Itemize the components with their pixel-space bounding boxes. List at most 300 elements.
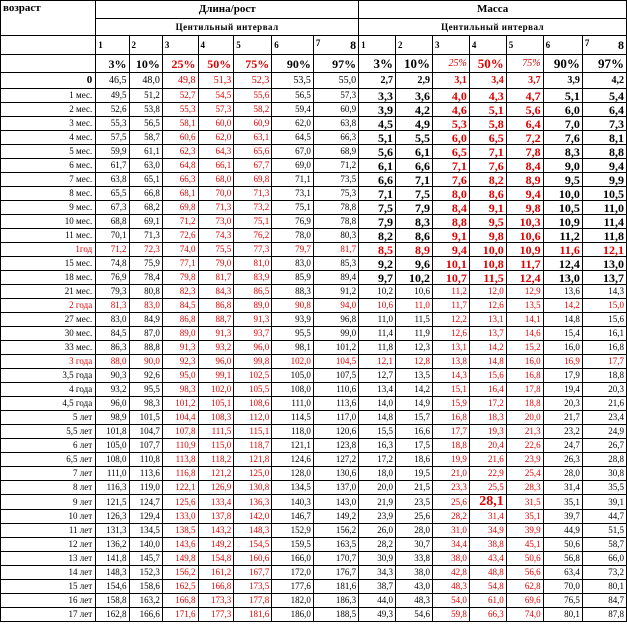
table-row (1, 383, 627, 397)
column-number-cell (162, 36, 198, 55)
mass-cell: 18,8 (432, 439, 469, 453)
mass-cell: 16,6 (396, 425, 433, 439)
length-cell: 111,5 (198, 425, 234, 439)
mass-cell: 11,0 (582, 201, 626, 215)
length-cell: 66,3 (162, 173, 198, 187)
age-cell: 3,5 года (1, 369, 96, 383)
mass-cell: 70,0 (543, 580, 582, 594)
column-number: 6 (545, 39, 551, 50)
length-cell: 91,3 (162, 341, 198, 355)
length-cell: 52,3 (234, 73, 272, 89)
table-row (1, 411, 627, 425)
table-row (1, 131, 627, 145)
length-cell: 82,3 (162, 285, 198, 299)
length-cell: 104,4 (162, 411, 198, 425)
age-cell: 7 лет (1, 467, 96, 481)
mass-cell: 54,8 (469, 580, 506, 594)
mass-cell: 10,6 (506, 229, 543, 243)
mass-cell: 23,9 (359, 510, 396, 524)
length-cell: 55,3 (96, 117, 129, 131)
mass-cell: 8,0 (432, 187, 469, 201)
mass-cell: 14,2 (469, 341, 506, 355)
length-cell: 181,6 (313, 580, 358, 594)
mass-cell: 20,0 (506, 411, 543, 425)
percentile-75-header: 75% (506, 55, 543, 73)
mass-cell: 17,7 (432, 425, 469, 439)
length-cell: 117,0 (313, 411, 358, 425)
percentile-10-header: 10% (396, 55, 433, 73)
percentile-90-header: 90% (272, 55, 314, 73)
mass-cell: 10,7 (432, 271, 469, 285)
length-cell: 78,8 (313, 215, 358, 229)
mass-header: Масса (359, 1, 627, 19)
length-cell: 91,3 (198, 327, 234, 341)
length-cell: 119,0 (129, 481, 162, 495)
mass-cell: 14,8 (543, 313, 582, 327)
length-cell: 166,8 (198, 580, 234, 594)
mass-cell: 4,5 (359, 117, 396, 131)
length-cell: 81,3 (96, 299, 129, 313)
age-cell: 15 мес. (1, 257, 96, 271)
length-cell: 75,5 (198, 243, 234, 257)
mass-cell: 2,7 (359, 73, 396, 89)
length-cell: 131,3 (96, 524, 129, 538)
length-cell: 122,1 (162, 481, 198, 495)
length-cell: 108,0 (272, 383, 314, 397)
length-cell: 149,2 (313, 510, 358, 524)
length-cell: 102,0 (198, 383, 234, 397)
mass-cell: 25,4 (506, 467, 543, 481)
mass-cell: 10,5 (582, 187, 626, 201)
column-number: 8 (350, 37, 357, 52)
length-cell: 67,0 (272, 145, 314, 159)
age-cell: 17 лет (1, 608, 96, 622)
mass-cell: 14,9 (396, 397, 433, 411)
column-number-row (1, 36, 627, 55)
length-cell: 143,2 (198, 524, 234, 538)
mass-cell: 50,6 (543, 538, 582, 552)
length-cell: 75,1 (234, 215, 272, 229)
length-cell: 118,2 (198, 453, 234, 467)
length-cell: 86,3 (96, 341, 129, 355)
age-cell: 6,5 лет (1, 453, 96, 467)
mass-cell: 5,5 (396, 131, 433, 145)
mass-cell: 26,7 (582, 439, 626, 453)
mass-cell: 12,3 (396, 341, 433, 355)
length-cell: 49,5 (96, 89, 129, 103)
mass-cell: 11,7 (432, 299, 469, 313)
age-cell: 9 мес. (1, 201, 96, 215)
mass-cell: 23,2 (543, 425, 582, 439)
column-number-cell (432, 36, 469, 55)
mass-cell: 23,9 (506, 453, 543, 467)
mass-cell: 4,6 (432, 103, 469, 117)
length-cell: 99,1 (198, 369, 234, 383)
age-cell: 1год (1, 243, 96, 257)
percentile-3-header: 3% (96, 55, 129, 73)
mass-cell: 2,9 (396, 73, 433, 89)
length-cell: 96,8 (313, 313, 358, 327)
length-cell: 51,3 (198, 73, 234, 89)
age-header: возраст (1, 1, 96, 36)
mass-cell: 7,9 (359, 215, 396, 229)
length-cell: 186,0 (272, 608, 314, 622)
length-cell: 138,5 (162, 524, 198, 538)
age-cell: 12 лет (1, 538, 96, 552)
length-cell: 141,8 (96, 552, 129, 566)
length-cell: 87,0 (129, 327, 162, 341)
mass-cell: 19,4 (543, 383, 582, 397)
length-cell: 181,6 (234, 608, 272, 622)
mass-cell: 13,4 (359, 383, 396, 397)
mass-cell: 34,4 (432, 538, 469, 552)
length-cell: 148,3 (96, 566, 129, 580)
mass-cell: 12,6 (432, 327, 469, 341)
length-cell: 102,5 (234, 369, 272, 383)
mass-cell: 6,4 (506, 117, 543, 131)
mass-cell: 6,0 (543, 103, 582, 117)
age-cell: 10 лет (1, 510, 96, 524)
table-row (1, 355, 627, 369)
length-cell: 121,2 (198, 467, 234, 481)
age-cell: 11 мес. (1, 229, 96, 243)
mass-cell: 15,4 (543, 327, 582, 341)
mass-cell: 10,9 (506, 243, 543, 257)
mass-cell: 7,2 (506, 131, 543, 145)
mass-cell: 11,4 (582, 215, 626, 229)
mass-cell: 12,4 (506, 271, 543, 285)
age-cell: 8 лет (1, 481, 96, 495)
length-cell: 166,8 (162, 594, 198, 608)
mass-cell: 6,4 (582, 103, 626, 117)
length-cell: 121,5 (96, 495, 129, 510)
mass-cell: 17,2 (469, 397, 506, 411)
mass-cell: 9,8 (469, 229, 506, 243)
length-cell: 114,5 (272, 411, 314, 425)
mass-cell: 39,1 (582, 495, 626, 510)
mass-cell: 21,6 (469, 453, 506, 467)
mass-cell: 73,2 (582, 566, 626, 580)
length-cell: 71,2 (162, 215, 198, 229)
mass-cell: 44,7 (582, 510, 626, 524)
mass-cell: 13,1 (469, 313, 506, 327)
age-cell: 4 года (1, 383, 96, 397)
mass-cell: 16,8 (506, 369, 543, 383)
mass-cell: 7,1 (432, 159, 469, 173)
mass-cell: 35,5 (582, 481, 626, 495)
mass-cell: 13,5 (396, 369, 433, 383)
mass-cell: 51,5 (582, 524, 626, 538)
mass-cell: 15,2 (506, 341, 543, 355)
mass-cell: 59,8 (432, 608, 469, 622)
length-cell: 77,3 (234, 243, 272, 257)
length-cell: 67,3 (96, 201, 129, 215)
mass-cell: 21,3 (506, 425, 543, 439)
length-cell: 149,8 (162, 552, 198, 566)
length-cell: 75,9 (129, 257, 162, 271)
length-cell: 83,0 (96, 313, 129, 327)
mass-cell: 14,8 (469, 355, 506, 369)
mass-cell: 30,8 (582, 467, 626, 481)
length-cell: 152,3 (129, 566, 162, 580)
mass-cell: 9,0 (543, 159, 582, 173)
mass-cell: 8,9 (506, 173, 543, 187)
mass-cell: 7,5 (359, 201, 396, 215)
length-cell: 95,5 (129, 383, 162, 397)
length-cell: 130,8 (234, 481, 272, 495)
mass-cell: 16,8 (432, 411, 469, 425)
length-cell: 71,2 (313, 159, 358, 173)
length-cell: 172,0 (272, 566, 314, 580)
mass-cell: 39,7 (543, 510, 582, 524)
mass-cell: 38,0 (396, 566, 433, 580)
mass-cell: 4,2 (396, 103, 433, 117)
mass-cell: 11,6 (543, 243, 582, 257)
length-cell: 137,0 (313, 481, 358, 495)
length-cell: 93,7 (234, 327, 272, 341)
table-row (1, 73, 627, 89)
length-cell: 96,0 (96, 397, 129, 411)
mass-cell: 10,3 (506, 215, 543, 229)
mass-cell: 3,7 (506, 73, 543, 89)
mass-cell: 18,8 (582, 369, 626, 383)
length-cell: 84,5 (162, 299, 198, 313)
length-cell: 92,3 (162, 355, 198, 369)
length-cell: 66,1 (198, 159, 234, 173)
mass-cell: 6,6 (396, 159, 433, 173)
length-cell: 83,0 (272, 257, 314, 271)
mass-cell: 14,3 (432, 369, 469, 383)
mass-cell: 23,5 (396, 495, 433, 510)
table-row (1, 299, 627, 313)
mass-cell: 76,5 (543, 594, 582, 608)
length-cell: 136,3 (234, 495, 272, 510)
mass-cell: 7,0 (543, 117, 582, 131)
mass-cell: 63,4 (543, 566, 582, 580)
length-cell: 149,2 (198, 538, 234, 552)
mass-cell: 28,8 (582, 453, 626, 467)
length-cell: 133,4 (198, 495, 234, 510)
length-cell: 73,5 (313, 173, 358, 187)
length-cell: 77,1 (162, 257, 198, 271)
length-cell: 101,5 (129, 411, 162, 425)
mass-cell: 9,1 (432, 229, 469, 243)
mass-cell: 5,1 (543, 89, 582, 103)
length-cell: 133,0 (162, 510, 198, 524)
length-cell: 73,2 (234, 201, 272, 215)
mass-cell: 15,6 (582, 313, 626, 327)
mass-cell: 6,0 (432, 131, 469, 145)
length-cell: 55,0 (313, 73, 358, 89)
length-cell: 90,0 (129, 355, 162, 369)
length-cell: 156,2 (313, 524, 358, 538)
mass-cell: 43,0 (396, 580, 433, 594)
mass-cell: 9,4 (432, 243, 469, 257)
mass-cell: 8,9 (396, 243, 433, 257)
mass-cell: 25,5 (469, 481, 506, 495)
mass-cell: 7,1 (396, 173, 433, 187)
length-cell: 52,7 (162, 89, 198, 103)
mass-cell: 34,3 (359, 566, 396, 580)
length-cell: 75,1 (272, 201, 314, 215)
length-cell: 104,5 (313, 355, 358, 369)
mass-cell: 7,6 (469, 159, 506, 173)
length-cell: 81,0 (234, 257, 272, 271)
length-cell: 65,6 (234, 145, 272, 159)
column-number-cell (129, 36, 162, 55)
table-body (1, 73, 627, 622)
length-cell: 70,0 (198, 187, 234, 201)
length-cell: 118,7 (234, 439, 272, 453)
length-cell: 116,3 (96, 481, 129, 495)
column-number: 5 (508, 39, 514, 50)
age-cell: 16 лет (1, 594, 96, 608)
mass-cell: 14,0 (359, 397, 396, 411)
length-cell: 110,6 (313, 383, 358, 397)
length-cell: 126,9 (198, 481, 234, 495)
age-cell: 14 лет (1, 566, 96, 580)
length-cell: 71,2 (96, 243, 129, 257)
age-cell: 15 лет (1, 580, 96, 594)
length-cell: 59,4 (272, 103, 314, 117)
mass-cell: 9,5 (469, 215, 506, 229)
length-cell: 173,3 (198, 594, 234, 608)
mass-cell: 21,0 (432, 467, 469, 481)
mass-cell: 5,6 (506, 103, 543, 117)
mass-cell: 8,8 (432, 215, 469, 229)
length-cell: 56,5 (272, 89, 314, 103)
age-cell: 2 года (1, 299, 96, 313)
mass-cell: 24,7 (543, 439, 582, 453)
length-cell: 98,3 (162, 383, 198, 397)
table-row (1, 608, 627, 622)
table-row (1, 103, 627, 117)
mass-cell: 5,1 (469, 103, 506, 117)
length-cell: 54,5 (198, 89, 234, 103)
mass-cell: 24,9 (582, 425, 626, 439)
length-cell: 76,9 (272, 215, 314, 229)
mass-cell: 12,7 (359, 369, 396, 383)
length-cell: 108,3 (198, 411, 234, 425)
mass-cell: 3,9 (359, 103, 396, 117)
column-number: 4 (471, 39, 477, 50)
length-cell: 110,9 (162, 439, 198, 453)
mass-cell: 14,6 (506, 327, 543, 341)
length-cell: 146,7 (272, 510, 314, 524)
mass-cell: 48,3 (396, 594, 433, 608)
length-cell: 104,7 (129, 425, 162, 439)
length-cell: 68,8 (96, 215, 129, 229)
age-cell: 33 мес. (1, 341, 96, 355)
length-cell: 53,8 (129, 103, 162, 117)
mass-cell: 7,6 (543, 131, 582, 145)
mass-cell: 13,7 (469, 327, 506, 341)
length-cell: 49,8 (162, 73, 198, 89)
column-number: 1 (361, 39, 366, 50)
length-cell: 90,3 (96, 369, 129, 383)
table-row (1, 117, 627, 131)
length-cell: 158,6 (129, 580, 162, 594)
length-cell: 101,2 (162, 397, 198, 411)
length-cell: 84,3 (198, 285, 234, 299)
mass-cell: 44,9 (543, 524, 582, 538)
length-cell: 88,0 (96, 355, 129, 369)
mass-cell: 4,9 (396, 117, 433, 131)
mass-cell: 13,0 (543, 271, 582, 285)
length-cell: 110,8 (129, 453, 162, 467)
percentile-75-header: 75% (234, 55, 272, 73)
mass-cell: 7,1 (469, 145, 506, 159)
table-row (1, 89, 627, 103)
mass-cell: 14,3 (582, 285, 626, 299)
mass-cell: 11,5 (396, 313, 433, 327)
mass-cell: 38,8 (469, 538, 506, 552)
length-cell: 92,6 (129, 369, 162, 383)
mass-cell: 8,1 (582, 131, 626, 145)
mass-cell: 9,7 (359, 271, 396, 285)
length-cell: 93,9 (272, 313, 314, 327)
column-number: 2 (131, 39, 137, 50)
mass-cell: 4,0 (432, 89, 469, 103)
length-cell: 143,6 (162, 538, 198, 552)
mass-cell: 16,4 (469, 383, 506, 397)
mass-cell: 5,8 (469, 117, 506, 131)
mass-cell: 10,8 (469, 257, 506, 271)
mass-cell: 8,6 (469, 187, 506, 201)
table-row (1, 145, 627, 159)
table-row (1, 467, 627, 481)
mass-cell: 5,3 (432, 117, 469, 131)
length-cell: 71,3 (129, 229, 162, 243)
mass-cell: 13,7 (582, 271, 626, 285)
mass-cell: 62,8 (506, 580, 543, 594)
mass-cell: 7,1 (359, 187, 396, 201)
mass-cell: 38,0 (432, 552, 469, 566)
mass-cell: 12,6 (469, 299, 506, 313)
age-cell: 6 лет (1, 439, 96, 453)
age-cell: 11 лет (1, 524, 96, 538)
length-cell: 94,0 (313, 299, 358, 313)
mass-cell: 15,5 (359, 425, 396, 439)
mass-cell: 10,1 (432, 257, 469, 271)
table-row (1, 257, 627, 271)
length-cell: 78,0 (272, 229, 314, 243)
column-number-cell (396, 36, 433, 55)
length-cell: 140,3 (272, 495, 314, 510)
mass-cell: 5,4 (582, 89, 626, 103)
length-cell: 84,5 (96, 327, 129, 341)
age-cell: 0 (1, 73, 96, 89)
mass-cell: 11,2 (543, 229, 582, 243)
mass-cell: 13,5 (506, 299, 543, 313)
length-cell: 116,8 (162, 467, 198, 481)
mass-cell: 34,9 (469, 524, 506, 538)
mass-cell: 20,0 (359, 481, 396, 495)
length-cell: 159,5 (272, 538, 314, 552)
mass-cell: 28,2 (359, 538, 396, 552)
length-cell: 69,1 (129, 215, 162, 229)
length-cell: 68,1 (162, 187, 198, 201)
mass-cell: 18,3 (469, 411, 506, 425)
mass-cell: 9,4 (506, 187, 543, 201)
mass-cell: 17,5 (396, 439, 433, 453)
age-cell: 27 мес. (1, 313, 96, 327)
mass-cell: 38,7 (359, 580, 396, 594)
table-row (1, 285, 627, 299)
length-cell: 162,5 (162, 580, 198, 594)
length-cell: 74,8 (96, 257, 129, 271)
length-cell: 137,8 (198, 510, 234, 524)
